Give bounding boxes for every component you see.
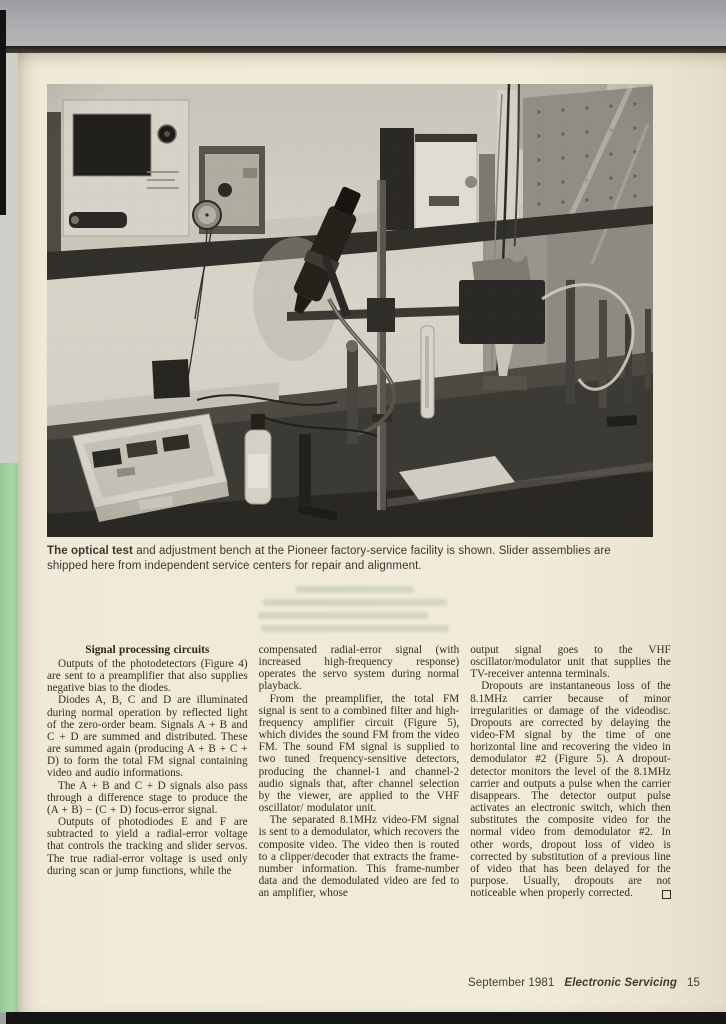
paragraph (470, 680, 671, 899)
paragraph: compensated radial-error signal (with increased high-frequency response) operates the servo system during normal playback. (258, 644, 460, 693)
paragraph: The separated 8.1MHz video-FM signal is sent to a demodulator, which recovers the composite video. The video then is routed to a clipper/decoder that extracts the frame-number information. This frame-number data and the demodulated video are fed to an amplifier, whose (258, 814, 460, 900)
column-2 (259, 644, 460, 899)
page-footer (468, 977, 700, 989)
scan-page-edge-line (0, 46, 726, 53)
end-of-article-mark (662, 890, 671, 899)
vignette (47, 84, 653, 537)
paragraph: Outputs of photodiodes E and F are subtracted to yield a radial-error voltage that controls the tracking and slider servos. The true radial-error voltage is used only during scan or jump functions, while the (47, 816, 248, 877)
scan-edge-mark (0, 10, 6, 215)
photo-optical-test-bench (47, 84, 653, 537)
footer-page-number: 15 (687, 977, 700, 989)
section-heading: Signal processing circuits (85, 644, 210, 656)
caption-rest: and adjustment bench at the Pioneer factory-service facility is shown. Slider assemblies are shipped here from independent service centers for repair and alignment. (47, 545, 611, 572)
paragraph: Diodes A, B, C and D are illuminated during normal operation by reflected light of the zero-order beam. Signals A + B and C + D are summed and distributed. These are summed again (producing A + B + C + D) to form the total FM signal containing video and audio informations. (47, 694, 248, 780)
footer-magazine-title: Electronic Servicing (564, 977, 677, 989)
column-1 (47, 644, 248, 899)
article-body (47, 644, 671, 899)
caption-lead: The optical test (47, 545, 133, 557)
paragraph: The A + B and C + D signals also pass through a difference stage to produce the (A + B) − (C + D) focus-error signal. (47, 779, 248, 816)
scan-gutter-top (0, 0, 726, 46)
photo-caption (47, 544, 643, 573)
paragraph-text: Dropouts are instantaneous loss of the 8.1MHz carrier because of minor irregularities or damage of the videodisc. Dropouts are corrected by delaying the video-FM signal by the time of one horizontal line and recovering the video in demodulator #2 (Figure 5). A dropout-detector monitors the level of the 8.1MHz carrier and outputs a pulse when the carrier disappears. The detector output pulse activates an electronic switch, which then substitutes the composite video for the normal video from demodulator #2. In other words, dropout loss of video is corrected by substitution of a previous line of video that has been delayed for the purpose. Usually, dropouts are not noticeable when properly corrected. (470, 680, 671, 900)
paragraph: Outputs of the photodetectors (Figure 4) are sent to a preamplifier that also supplies negative bias to the diodes. (47, 658, 248, 695)
column-3 (470, 644, 671, 899)
scan-gutter-left-green (0, 463, 18, 1013)
paragraph: From the preamplifier, the total FM signal is sent to a combined filter and high-frequency amplifier circuit (Figure 5), which divides the sound FM from the video FM. The sound FM signal is supplied to two tuned frequency-sensitive detectors, producing the channel-1 and channel-2 audio signals that, after channel selection by the viewer, are applied to the VHF oscillator/ modulator unit. (258, 692, 460, 815)
footer-issue: September 1981 (467, 977, 555, 989)
scan-gutter-bottom (6, 1012, 726, 1024)
paragraph: output signal goes to the VHF oscillator/modulator unit that supplies the TV-receiver antenna terminals. (470, 644, 671, 681)
show-through-text (252, 586, 458, 638)
